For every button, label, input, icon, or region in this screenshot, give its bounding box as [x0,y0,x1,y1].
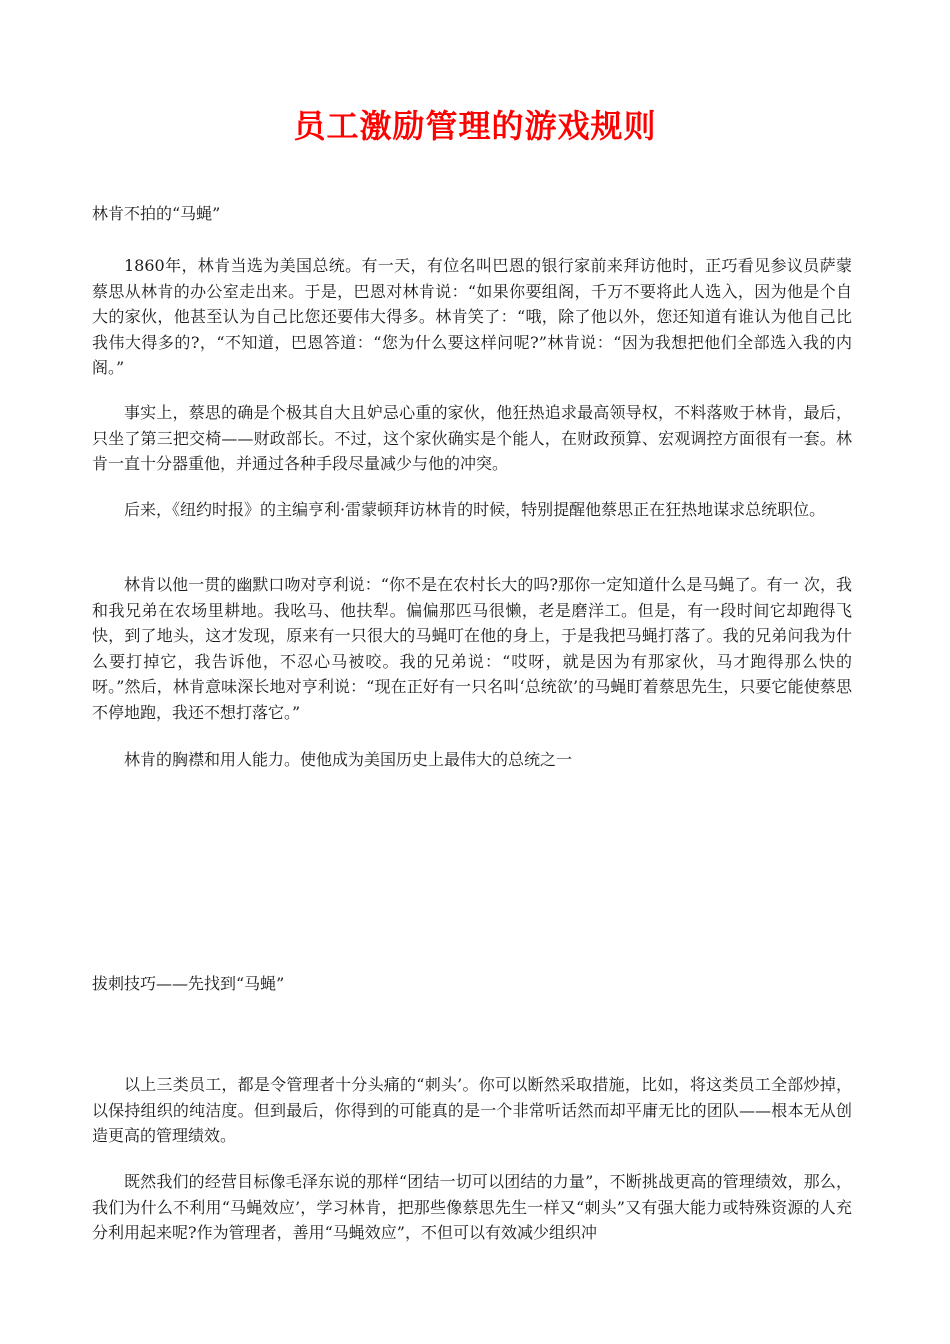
section-heading-lincoln-horsefly: 林肯不拍的“马蝇” [92,204,221,223]
paragraph-nyt-editor-visit: 后来，《纽约时报》的主编亨利·雷蒙顿拜访林肯的时候，特别提醒他蔡思正在狂热地谋求总统职位。 [124,500,826,519]
paragraph-three-employee-types: 以上三类员工，都是令管理者十分头痛的“刺头’。你可以断然采取措施，比如，将这类员工全部炒掉，以保持组织的纯洁度。但到最后，你得到的可能真的是一个非常听话然而却平庸无比的团队——根本无从创造更高的管理绩效。 [92,1075,852,1145]
section-heading-thorn-technique: 拔刺技巧——先找到“马蝇” [92,974,285,993]
paragraph-lincoln-conclusion: 林肯的胸襟和用人能力。使他成为美国历史上最伟大的总统之一 [124,750,573,769]
paragraph-chase-character: 事实上，蔡思的确是个极其自大且妒忌心重的家伙，他狂热追求最高领导权，不料落败于林肯，最后，只坐了第三把交椅——财政部长。不过，这个家伙确实是个能人，在财政预算、宏观调控方面很有一套。林肯一直十分器重他，并通过各种手段尽量减少与他的冲突。 [92,403,852,473]
document-title: 员工激励管理的游戏规则 [293,107,657,145]
paragraph-horsefly-effect: 既然我们的经营目标像毛泽东说的那样“团结一切可以团结的力量”，不断挑战更高的管理绩效，那么，我们为什么不利用“马蝇效应’，学习林肯，把那些像蔡思先生一样又“刺头”又有强大能力或特殊资源的人充分利用起来呢?作为管理者，善用“马蝇效应”，不但可以有效减少组织冲 [92,1172,852,1242]
paragraph-lincoln-election: 1860年，林肯当选为美国总统。有一天，有位名叫巴恩的银行家前来拜访他时，正巧看见参议员萨蒙蔡思从林肯的办公室走出来。于是，巴恩对林肯说：“如果你要组阁，千万不要将此人选入，因为他是个自大的家伙，他甚至认为自己比您还要伟大得多。林肯笑了：“哦，除了他以外，您还知道有谁认为他自己比我伟大得多的?，“不知道，巴恩答道：“您为什么要这样问呢?”林肯说：“因为我想把他们全部选入我的内阁。” [92,256,852,377]
paragraph-horsefly-story: 林肯以他一贯的幽默口吻对亨利说：“你不是在农村长大的吗?那你一定知道什么是马蝇了。有一 次，我和我兄弟在农场里耕地。我吆马、他扶犁。偏偏那匹马很懒，老是磨洋工。但是，有一段时间它却跑得飞快，到了地头，这才发现，原来有一只很大的马蝇叮在他的身上，于是我把马蝇打落了。我的兄弟问我为什么要打掉它，我告诉他，不忍心马被咬。我的兄弟说：“哎呀，就是因为有那家伙，马才跑得那么快的呀。”然后，林肯意味深长地对亨利说：“现在正好有一只名叫‘总统欲’的马蝇盯着蔡思先生，只要它能使蔡思不停地跑，我还不想打落它。” [92,575,852,722]
